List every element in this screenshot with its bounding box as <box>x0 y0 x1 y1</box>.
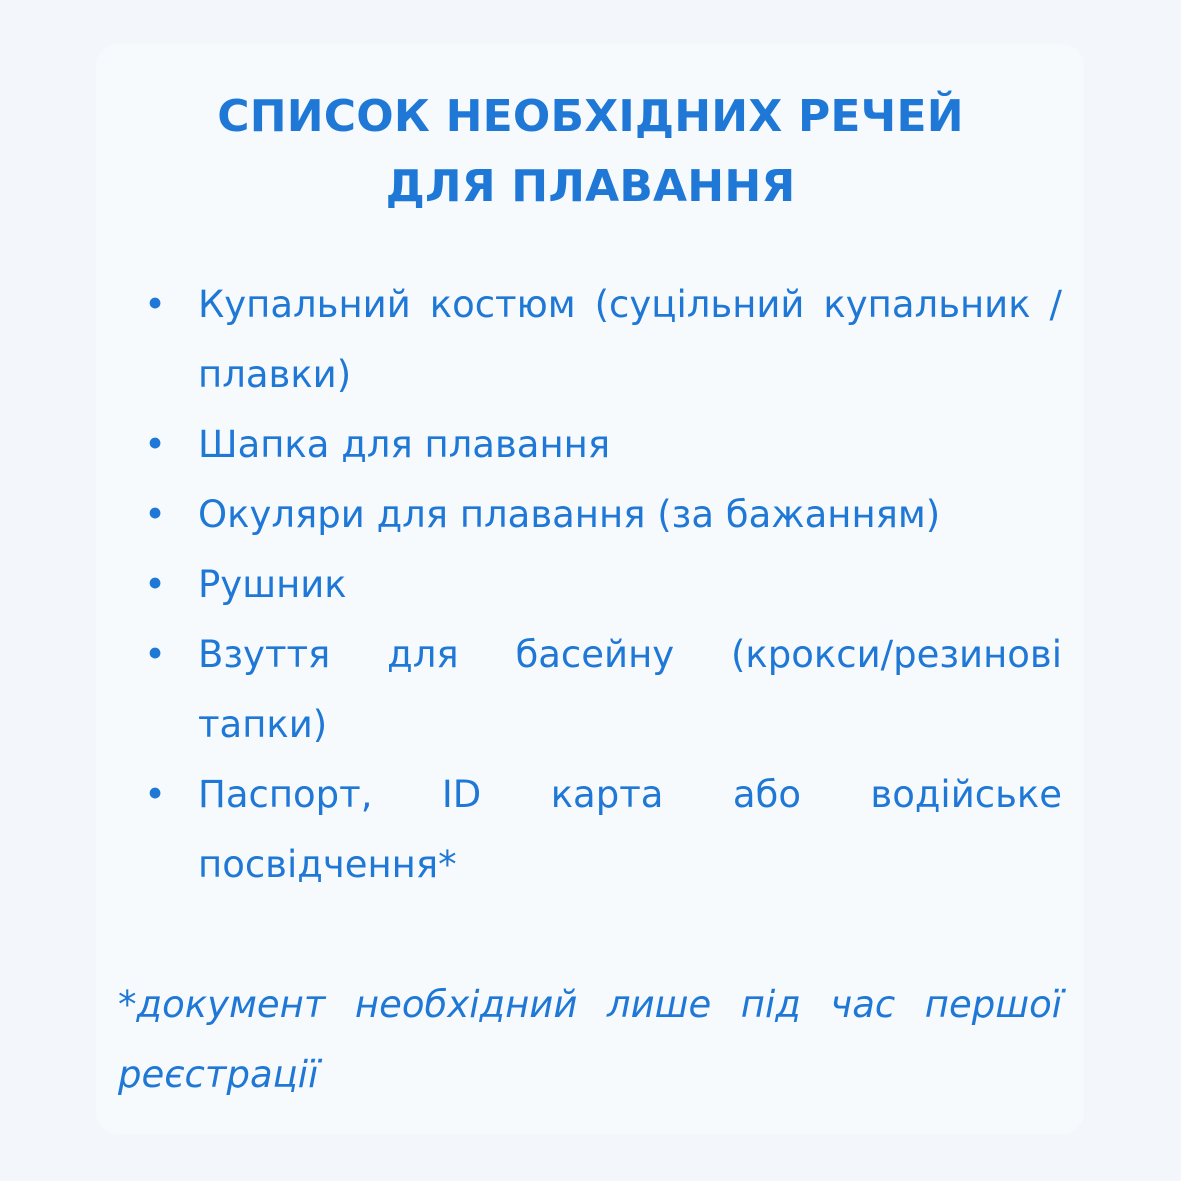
page-title <box>0 82 1181 222</box>
title-line-1: СПИСОК НЕОБХІДНИХ РЕЧЕЙ <box>217 91 964 142</box>
bullet-icon: • <box>144 283 166 326</box>
bullet-icon: • <box>144 563 166 606</box>
footnote: *документ необхідний лише під час першої реєстрації <box>118 983 1062 1096</box>
bullet-icon: • <box>144 493 166 536</box>
list-item-text: Паспорт, ID карта або водійське посвідчення* <box>198 773 1062 886</box>
list-item <box>118 270 1062 410</box>
list-item <box>118 550 1062 620</box>
list-item-text: Окуляри для плавання (за бажанням) <box>198 493 941 536</box>
list-item-text: Купальний костюм (суцільний купальник / плавки) <box>198 283 1062 396</box>
items-list <box>118 270 1062 900</box>
list-item-text: Шапка для плавання <box>198 423 611 466</box>
list-item <box>118 620 1062 760</box>
bullet-icon: • <box>144 633 166 676</box>
bullet-icon: • <box>144 423 166 466</box>
list-item <box>118 480 1062 550</box>
list-item <box>118 760 1062 900</box>
bullet-icon: • <box>144 773 166 816</box>
list-item <box>118 410 1062 480</box>
list-item-text: Рушник <box>198 563 347 606</box>
list-item-text: Взуття для басейну (крокси/резинові тапки) <box>198 633 1062 746</box>
title-line-2: ДЛЯ ПЛАВАННЯ <box>385 161 796 212</box>
